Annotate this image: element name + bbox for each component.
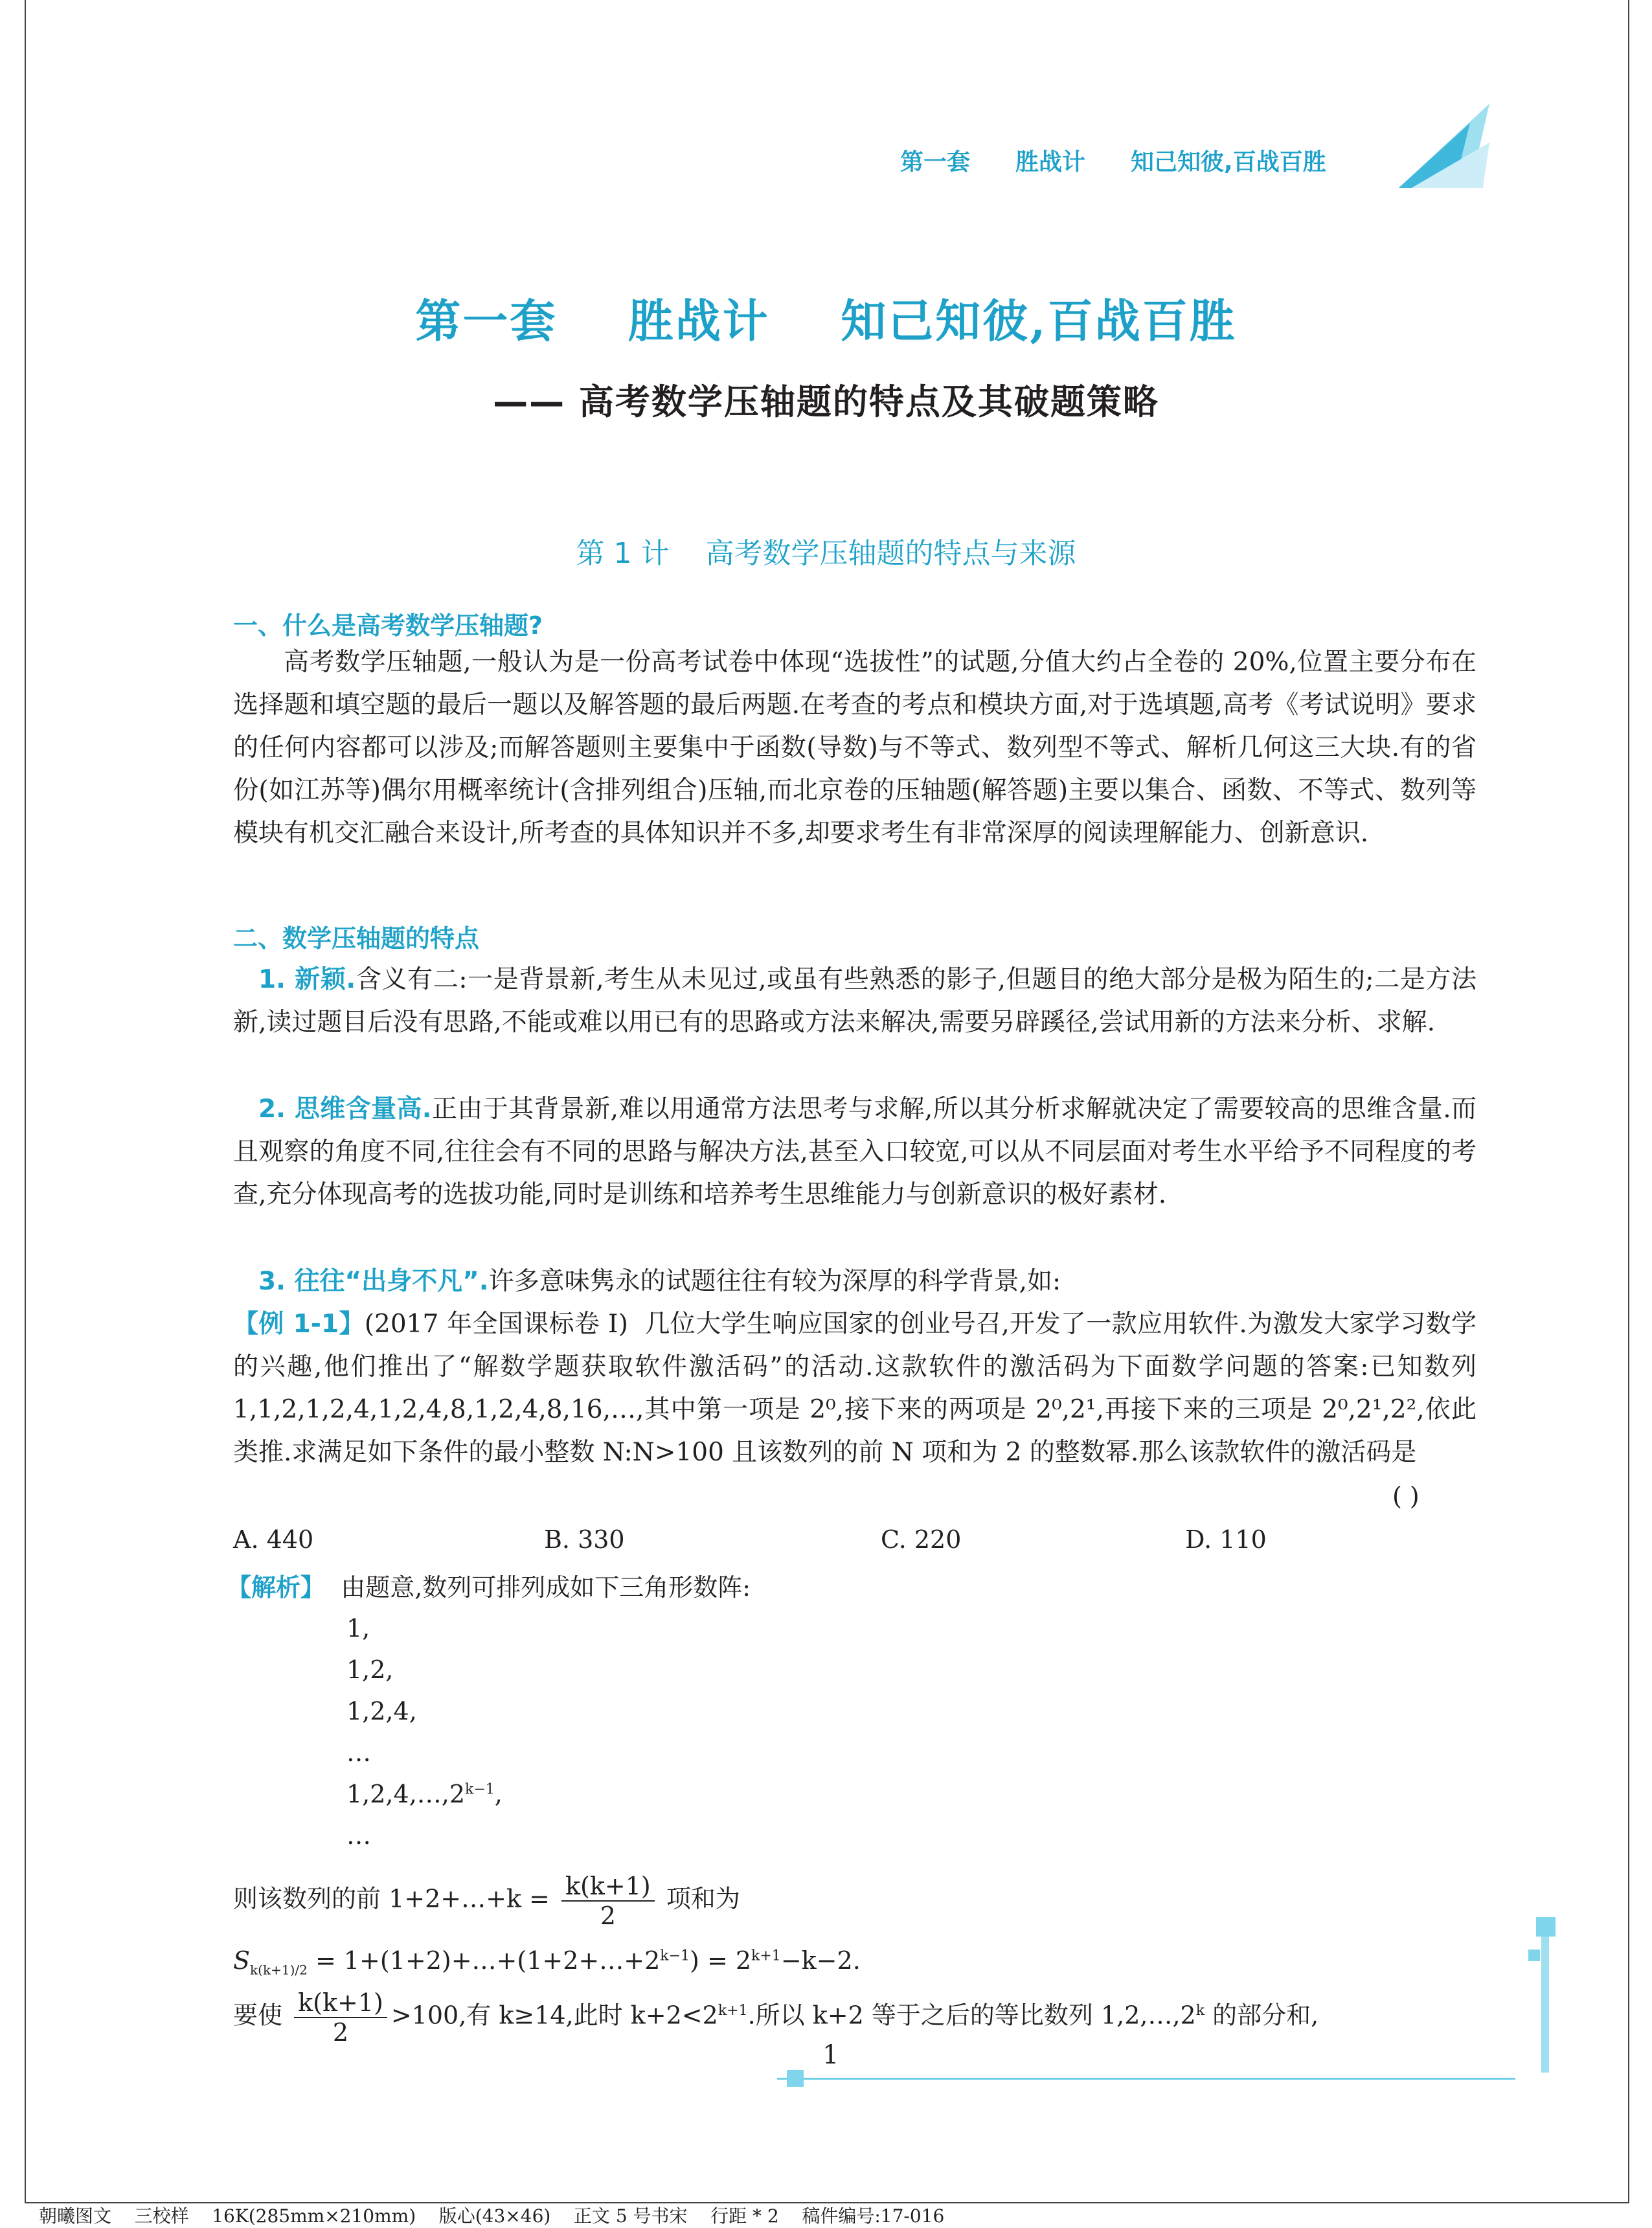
triangle-row-6: … [346, 1821, 371, 1850]
triangle-row-2: 1,2, [346, 1655, 394, 1684]
s-label: S [233, 1946, 251, 1975]
answer-bracket: ( ) [1392, 1482, 1420, 1510]
solution-tag: 【解析】 [227, 1573, 326, 1602]
fraction-k [561, 1872, 655, 1930]
feature-3 [233, 1260, 1477, 1303]
triangle-row-4: … [346, 1738, 371, 1767]
fraction-k-2 [294, 1988, 387, 2047]
header-part: 第一套 [900, 149, 971, 176]
page-title: 第一套 胜战计 知己知彼,百战百胜 [415, 294, 1237, 348]
feature-2-text: 正由于其背景新,难以用通常方法思考与求解,所以其分析求解就决定了需要较高的思维含量.而且观察的角度不同,往往会有不同的思路与解决方法,甚至入口较宽,可以从不同层面对考生水平给予不同程度的考查,充分体现高考的选拔功能,同时是训练和培养考生思维能力与创新意识的极好素材. [233, 1095, 1477, 1209]
condition-line [233, 1988, 1318, 2047]
example-source: (2017 年全国课标卷 Ⅰ) [364, 1310, 628, 1339]
heading-what-is: 一、什么是高考数学压轴题? [233, 611, 543, 640]
fraction-den: 2 [600, 1902, 616, 1930]
side-square-small-icon [1528, 1950, 1540, 1961]
condition-pre: 要使 [233, 2001, 283, 2030]
solution-intro-text: 由题意,数列可排列成如下三角形数阵: [341, 1573, 751, 1602]
triangle-row-5: $1,2,4,\dots,2^{k-1}$, [346, 1780, 503, 1808]
feature-3-text: 许多意味隽永的试题往往有较为深厚的科学背景,如: [488, 1267, 1061, 1296]
example-1-1 [233, 1303, 1477, 1474]
condition-end: 的部分和, [1212, 2001, 1319, 2030]
triangle-row-5-text: 1,2,4,…,2 [346, 1780, 466, 1808]
s-subscript: k(k+1)/2 [250, 1962, 308, 1978]
triangle-row-3: 1,2,4, [346, 1697, 417, 1725]
page-subtitle: —— 高考数学压轴题的特点及其破题策略 [493, 381, 1159, 422]
formula-exp-1: k−1 [660, 1948, 690, 1964]
feature-1-text: 含义有二:一是背景新,考生从未见过,或虽有些熟悉的影子,但题目的绝大部分是极为陌生的;二是方法新,读过题目后没有思路,不能或难以用已有的思路或方法来解决,需要另辟蹊径,尝试用新的方法来分析、求解. [233, 965, 1477, 1037]
print-footer: 朝曦图文 三校样 16K(285mm×210mm) 版心(43×46) 正文 5 号书宋 行距 * 2 稿件编号:17-016 [39, 2205, 945, 2227]
triangle-row-5-exp: k−1 [465, 1781, 495, 1798]
heading-features: 二、数学压轴题的特点 [233, 924, 480, 953]
example-tag: 【例 1-1】 [233, 1310, 365, 1339]
solution-intro [227, 1567, 751, 1603]
side-bar-decor [1541, 1917, 1549, 2073]
footer-square-icon [787, 2070, 804, 2087]
example-text: 几位大学生响应国家的创业号召,开发了一款应用软件.为激发大家学习数学的兴趣,他们推出了“解数学题获取软件激活码”的活动.这款软件的激活码为下面数学问题的答案:已知数列 1,1,2,1,2,4,1,2,4,8,1,2,4,8,16,…,其中第一项是 2⁰,接下来的两项是 2⁰,2¹,再接下来的三项是 2⁰,2¹,2²,依此类推.求满足如下条件的最小整数 N:N>100 且该数列的前 N 项和为 2 的整数幂.那么该款软件的激活码是 [233, 1310, 1477, 1467]
paragraph-intro: 高考数学压轴题,一般认为是一份高考试卷中体现“选拔性”的试题,分值大约占全卷的 20%,位置主要分布在选择题和填空题的最后一题以及解答题的最后两题.在考查的考点和模块方面,对于选填题,高考《考试说明》要求的任何内容都可以涉及;而解答题则主要集中于函数(导数)与不等式、数列型不等式、解析几何这三大块.有的省份(如江苏等)偶尔用概率统计(含排列组合)压轴,而北京卷的压轴题(解答题)主要以集合、函数、不等式、数列等模块有机交汇融合来设计,所考查的具体知识并不多,却要求考生有非常深厚的阅读理解能力、创新意识. [233, 648, 1477, 848]
page-number: 1 [822, 2040, 839, 2070]
sum-formula [233, 1946, 861, 1978]
feature-1-lead: 1. 新颖. [258, 965, 356, 994]
side-square-icon [1536, 1917, 1556, 1937]
condition-exp-1: k+1 [718, 2002, 748, 2019]
triangle-row-1: 1, [346, 1614, 370, 1643]
feature-1 [233, 959, 1477, 1044]
fraction-num: k(k+1) [561, 1872, 655, 1902]
condition-mid: >100,有 k≥14,此时 k+2<2 [390, 2001, 718, 2030]
fraction-2-num: k(k+1) [294, 1988, 387, 2018]
feature-3-lead: 3. 往往“出身不凡”. [258, 1267, 489, 1296]
header-motto: 知己知彼,百战百胜 [1131, 149, 1326, 176]
footer-rule [777, 2078, 1515, 2080]
sum-line [233, 1872, 740, 1930]
option-c: C. 220 [881, 1525, 962, 1554]
option-b: B. 330 [544, 1525, 625, 1554]
options-row [233, 1525, 1464, 1558]
sum-line-post: 项和为 [666, 1884, 740, 1913]
formula-part-1: = 1+(1+2)+…+(1+2+…+2 [315, 1946, 661, 1975]
option-d: D. 110 [1185, 1525, 1267, 1554]
condition-post: .所以 k+2 等于之后的等比数列 1,2,…,2 [747, 2001, 1196, 2030]
sum-line-pre: 则该数列的前 1+2+…+k = [233, 1884, 550, 1913]
wing-logo-icon [1392, 97, 1496, 194]
formula-exp-2: k+1 [751, 1948, 781, 1964]
condition-exp-2: k [1195, 2002, 1205, 2019]
option-a: A. 440 [233, 1525, 314, 1554]
feature-2-lead: 2. 思维含量高. [258, 1095, 432, 1124]
fraction-2-den: 2 [332, 2018, 349, 2047]
running-header [900, 144, 1392, 183]
feature-2 [233, 1088, 1477, 1216]
section-title: 第 1 计 高考数学压轴题的特点与来源 [576, 537, 1076, 570]
formula-part-2: ) = 2 [690, 1946, 752, 1975]
header-strategy: 胜战计 [1015, 149, 1086, 176]
formula-part-3: −k−2. [780, 1946, 861, 1975]
